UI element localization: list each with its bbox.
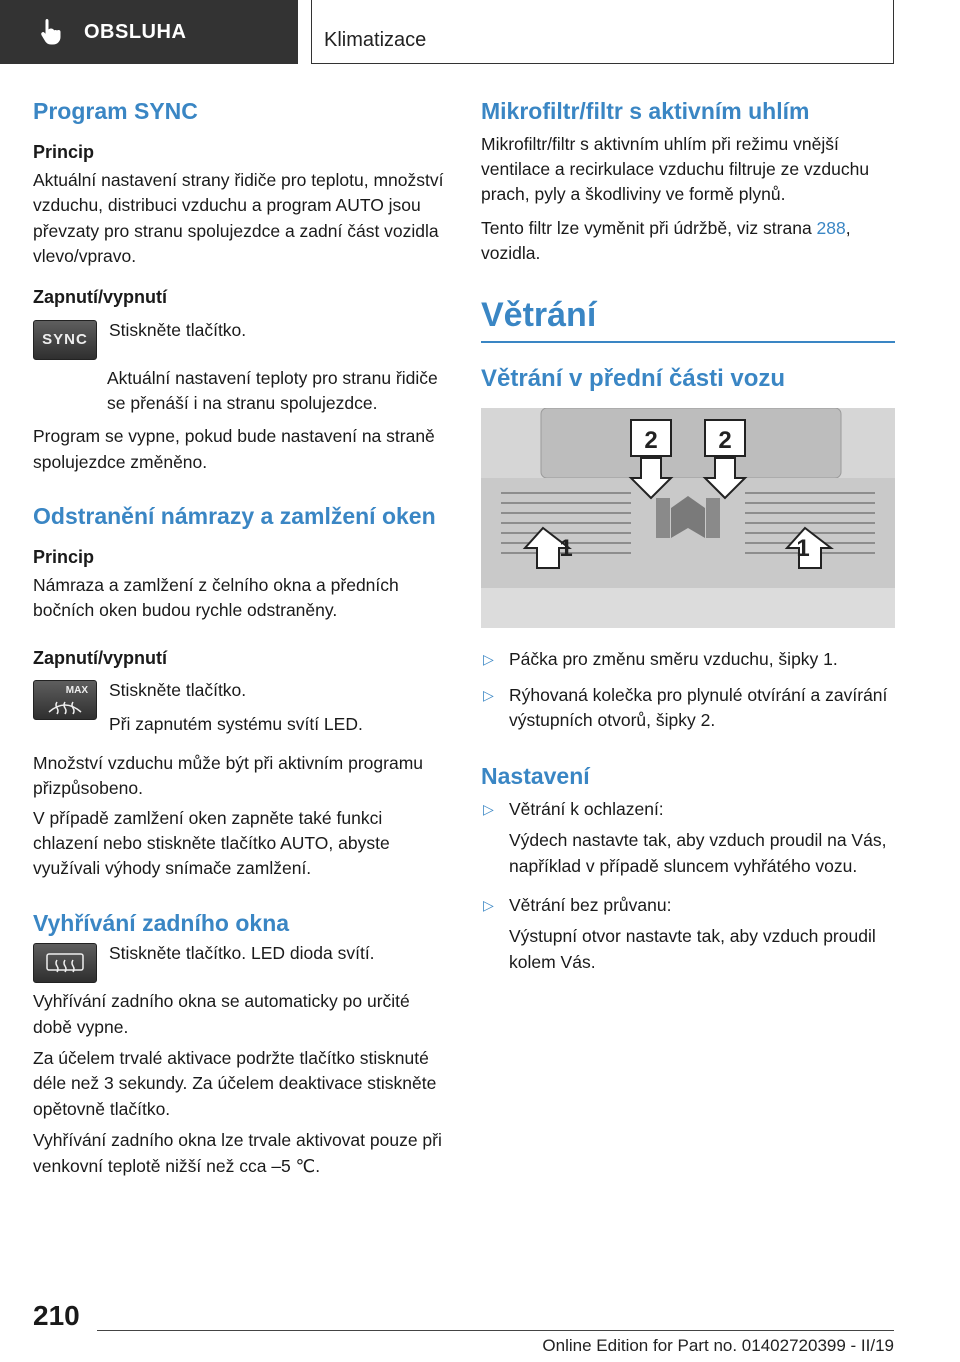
vent-item-text: Páčka pro změnu směru vzduchu, šipky 1. xyxy=(509,649,838,670)
rear-press-text: Stiskněte tlačítko. LED dioda svítí. xyxy=(109,943,375,964)
marker-1-right: 1 xyxy=(796,535,810,563)
marker-2-left: 2 xyxy=(644,427,658,455)
list-item xyxy=(481,683,895,734)
setting-detail: Výstupní otvor nastavte tak, aby vzduch proudil kolem Vás. xyxy=(509,926,876,972)
triangle-bullet-icon: ▷ xyxy=(483,686,494,703)
defrost-title: Odstranění námrazy a zamlžení oken xyxy=(33,503,436,530)
rear-title: Vyhřívání zadního okna xyxy=(33,909,290,936)
right-column xyxy=(481,98,895,985)
sync-button-row xyxy=(33,318,445,360)
defrost-button-row xyxy=(33,678,445,737)
settings-title: Nastavení xyxy=(481,763,590,790)
filter-replace-text xyxy=(481,216,895,267)
marker-2-right: 2 xyxy=(718,427,732,455)
rear-temp-text: Vyhřívání zadního okna lze trvale aktivovat pouze při venkovní teplotě nižší než cca –5 ℃. xyxy=(33,1130,442,1176)
vent-big-title: Větrání xyxy=(481,296,895,343)
windshield-defrost-icon xyxy=(45,696,85,716)
section-title: OBSLUHA xyxy=(84,20,187,43)
sync-principle-heading: Princip xyxy=(33,141,95,162)
list-item xyxy=(481,893,895,975)
sync-transfer-text xyxy=(33,366,445,417)
sync-button-image xyxy=(33,320,97,360)
vent-illustration xyxy=(481,408,895,628)
vent-front-title: Větrání v přední části vozu xyxy=(481,365,786,393)
defrost-air-text: Množství vzduchu může být při aktivním programu přizpůsobeno. xyxy=(33,752,424,799)
filter-title: Mikrofiltr/filtr s aktivním uhlím xyxy=(481,98,810,124)
section-tab[interactable] xyxy=(0,0,298,64)
sync-transfer-span: Aktuální nastavení teploty pro stranu řidiče se přenáší i na stranu spolujezdce. xyxy=(107,367,438,414)
list-item xyxy=(481,797,895,879)
chapter-header xyxy=(311,0,894,64)
left-column xyxy=(33,98,445,1179)
sync-button-label: SYNC xyxy=(42,331,88,349)
list-item xyxy=(481,647,895,672)
settings-list xyxy=(481,797,895,975)
defrost-max-label: MAX xyxy=(65,684,88,696)
rear-defrost-button-image xyxy=(33,943,97,983)
sync-press-text: Stiskněte tlačítko. xyxy=(109,319,247,340)
rear-auto-off-text: Vyhřívání zadního okna se automaticky po určité době vypne. xyxy=(33,991,410,1037)
filter-replace-post: , vozidla. xyxy=(481,217,851,264)
defrost-button-image xyxy=(33,680,97,720)
page-number: 210 xyxy=(33,1300,80,1331)
rear-window-heat-icon xyxy=(43,950,87,976)
defrost-principle-heading: Princip xyxy=(33,546,95,567)
rear-permanent-text: Za účelem trvalé aktivace podržte tlačítko stisknuté déle než 3 sekundy. Za účelem deaktivace stiskněte opětovně tlačítko. xyxy=(33,1048,437,1119)
sync-onoff-heading: Zapnutí/vypnutí xyxy=(33,287,167,308)
hand-icon xyxy=(40,19,64,45)
chapter-title: Klimatizace xyxy=(324,29,427,51)
sync-off-note: Program se vypne, pokud bude nastavení na straně spolujezdce změněno. xyxy=(33,426,435,472)
defrost-onoff-heading: Zapnutí/vypnutí xyxy=(33,647,167,668)
marker-1-left: 1 xyxy=(559,535,573,563)
defrost-press-text: Stiskněte tlačítko. xyxy=(109,680,247,701)
filter-replace-pre: Tento filtr lze vyměnit při údržbě, viz strana xyxy=(481,217,817,238)
triangle-bullet-icon: ▷ xyxy=(483,800,494,817)
sync-principle-text: Aktuální nastavení strany řidiče pro teplotu, množství vzduchu, distribuci vzduchu a program AUTO jsou převzaty pro stranu spolujezdce a zadní část vozidla vlevo/vpravo. xyxy=(33,169,444,267)
setting-detail: Výdech nastavte tak, aby vzduch proudil na Vás, například v případě sluncem vyhřátého vozu. xyxy=(509,830,887,876)
triangle-bullet-icon: ▷ xyxy=(483,897,494,914)
defrost-fog-text: V případě zamlžení oken zapněte také funkci chlazení nebo stiskněte tlačítko AUTO, abyste využívali výhody snímače zamlžení. xyxy=(33,807,390,879)
filter-text: Mikrofiltr/filtr s aktivním uhlím při režimu vnější ventilace a recirkulace vzduchu filtruje ze vzduchu prach, pyly a škodliviny ve formě plynů. xyxy=(481,133,870,205)
defrost-led-text: Při zapnutém systému svítí LED. xyxy=(109,713,363,734)
rear-button-row xyxy=(33,941,445,983)
vent-items-list xyxy=(481,647,895,733)
setting-label: Větrání bez průvanu: xyxy=(509,895,672,916)
footer-divider xyxy=(97,1330,894,1331)
defrost-principle-text: Námraza a zamlžení z čelního okna a předních bočních oken budou rychle odstraněny. xyxy=(33,575,399,621)
vent-item-text: Rýhovaná kolečka pro plynulé otvírání a zavírání výstupních otvorů, šipky 2. xyxy=(509,684,888,731)
page-link[interactable]: 288 xyxy=(816,217,846,238)
sync-title: Program SYNC xyxy=(33,98,198,124)
setting-label: Větrání k ochlazení: xyxy=(509,798,664,819)
triangle-bullet-icon: ▷ xyxy=(483,651,494,668)
edition-text: Online Edition for Part no. 01402720399 - II/19 xyxy=(542,1336,894,1355)
